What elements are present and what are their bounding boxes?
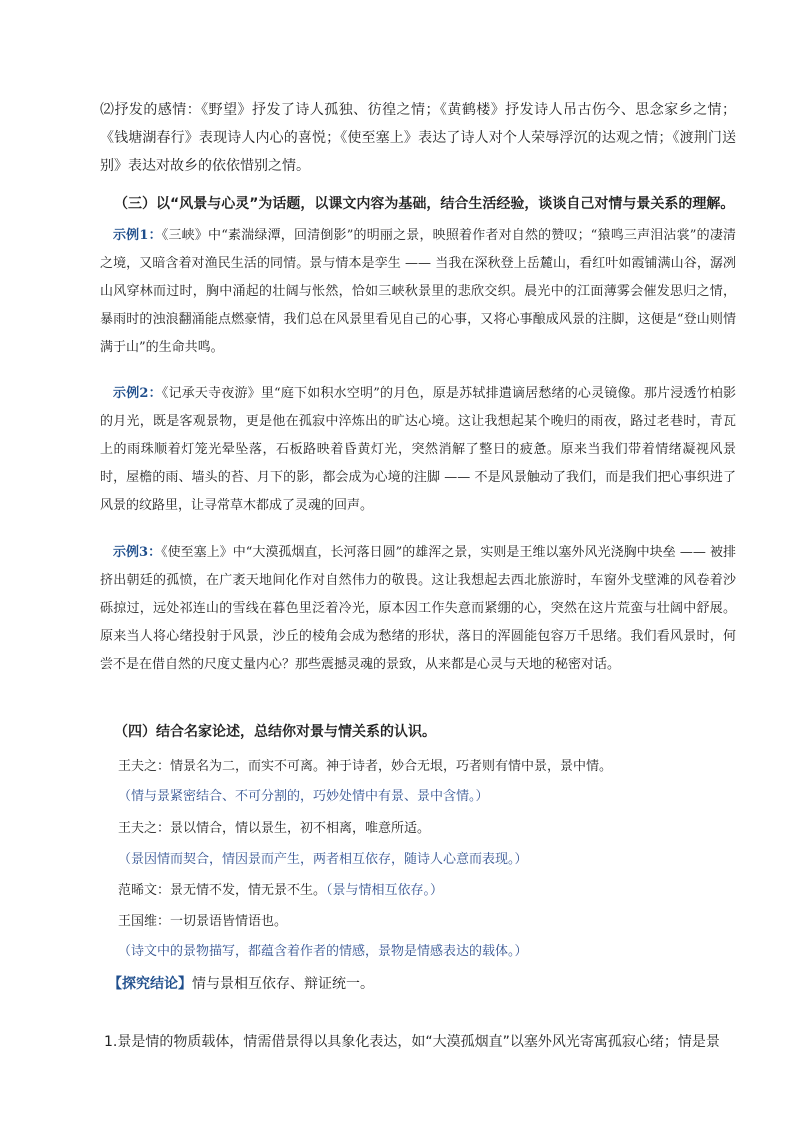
example-1 (100, 222, 736, 362)
section2-paragraph: ⑵抒发的感情：《野望》抒发了诗人孤独、彷徨之情；《黄鹤楼》抒发诗人吊古伤今、思念家乡之情；《钱塘湖春行》表现诗人内心的喜悦；《使至塞上》表达了诗人对个人荣辱浮沉的达观之情；《渡荆门送别》表达对故乡的依依惜别之情。 (100, 102, 736, 174)
conclusion-label: 【探究结论】 (108, 976, 192, 992)
quote-fanxiwen (118, 876, 736, 906)
example-3-text: 《使至塞上》中“大漠孤烟直，长河落日圆”的雄浑之景，实则是王维以塞外风光浇胸中块垒 —— 被排挤出朝廷的孤愤，在广袤天地间化作对自然伟力的敬畏。这让我想起去西北旅游时，车窗外戈壁滩的风卷着沙砾掠过，远处祁连山的雪线在暮色里泛着冷光，原本因工作失意而紧绷的心，突然在这片荒蛮与壮阔中舒展。原来当人将心绪投射于风景，沙丘的棱角会成为愁绪的形状，落日的浑圆能包容万千思绪。我们看风景时，何尝不是在借自然的尺度丈量内心？那些震撼灵魂的景致，从来都是心灵与天地的秘密对话。 (100, 545, 736, 672)
quote-wangfuzhi-2: 王夫之：景以情合，情以景生，初不相离，唯意所适。 (118, 821, 431, 836)
quote-note-4: （诗文中的景物描写，都蕴含着作者的情感，景物是情感表达的载体。） (118, 944, 528, 959)
example-2-text: 《记承天寺夜游》里“庭下如积水空明”的月色，原是苏轼排遣谪居愁绪的心灵镜像。那片浸透竹柏影的月光，既是客观景物，更是他在孤寂中淬炼出的旷达心境。这让我想起某个晚归的雨夜，路过老巷时，青瓦上的雨珠顺着灯笼光晕坠落，石板路映着昏黄灯光，突然消解了整日的疲惫。原来当我们带着情绪凝视风景时，屋檐的雨、墙头的苔、月下的影，都会成为心境的注脚 —— 不是风景触动了我们，而是我们把心事织进了风景的纹路里，让寻常草木都成了灵魂的回声。 (100, 386, 736, 513)
quote-wangguowei: 王国维：一切景语皆情语也。 (118, 914, 288, 929)
example-2-label: 示例2： (113, 386, 162, 401)
quote-note-2: （景因情而契合，情因景而产生，两者相互依存，随诗人心意而表现。） (118, 852, 528, 867)
task4-heading: （四）结合名家论述，总结你对景与情关系的认识。 (114, 724, 436, 740)
example-2 (100, 380, 736, 520)
point-1: 1.景是情的物质载体，情需借景得以具象化表达，如“大漠孤烟直”以塞外风光寄寓孤寂心绪；情是景 (104, 1034, 720, 1050)
example-1-label: 示例1： (113, 228, 162, 243)
example-3 (100, 539, 736, 679)
quote-wangfuzhi-1: 王夫之：情景名为二，而实不可离。神于诗者，妙合无垠，巧者则有情中景，景中情。 (118, 759, 613, 774)
example-1-text: 《三峡》中“素湍绿潭，回清倒影”的明丽之景，映照着作者对自然的赞叹；“猿鸣三声泪沾裳”的凄清之境，又暗含着对渔民生活的同情。景与情本是孪生 —— 当我在深秋登上岳麓山，看红叶如霞铺满山谷，潺冽山风穿林而过时，胸中涌起的壮阔与怅然，恰如三峡秋景里的悲欣交织。晨光中的江面薄雾会催发思归之情，暴雨时的浊浪翻涌能点燃豪情，我们总在风景里看见自己的心事，又将心事酿成风景的注脚，这便是“登山则情满于山”的生命共鸣。 (100, 228, 737, 355)
quote-note-3: （景与情相互依存。） (326, 883, 444, 898)
example-3-label: 示例3： (113, 545, 162, 560)
quote-fanxiwen-text: 范晞文：景无情不发，情无景不生。 (118, 883, 327, 898)
conclusion-text: 情与景相互依存、辩证统一。 (192, 976, 374, 992)
quote-note-1: （情与景紧密结合、不可分割的，巧妙处情中有景、景中含情。） (118, 789, 489, 804)
conclusion (108, 970, 736, 998)
task3-heading: （三）以“风景与心灵”为话题，以课文内容为基础，结合生活经验，谈谈自己对情与景关系的理解。 (114, 196, 735, 212)
